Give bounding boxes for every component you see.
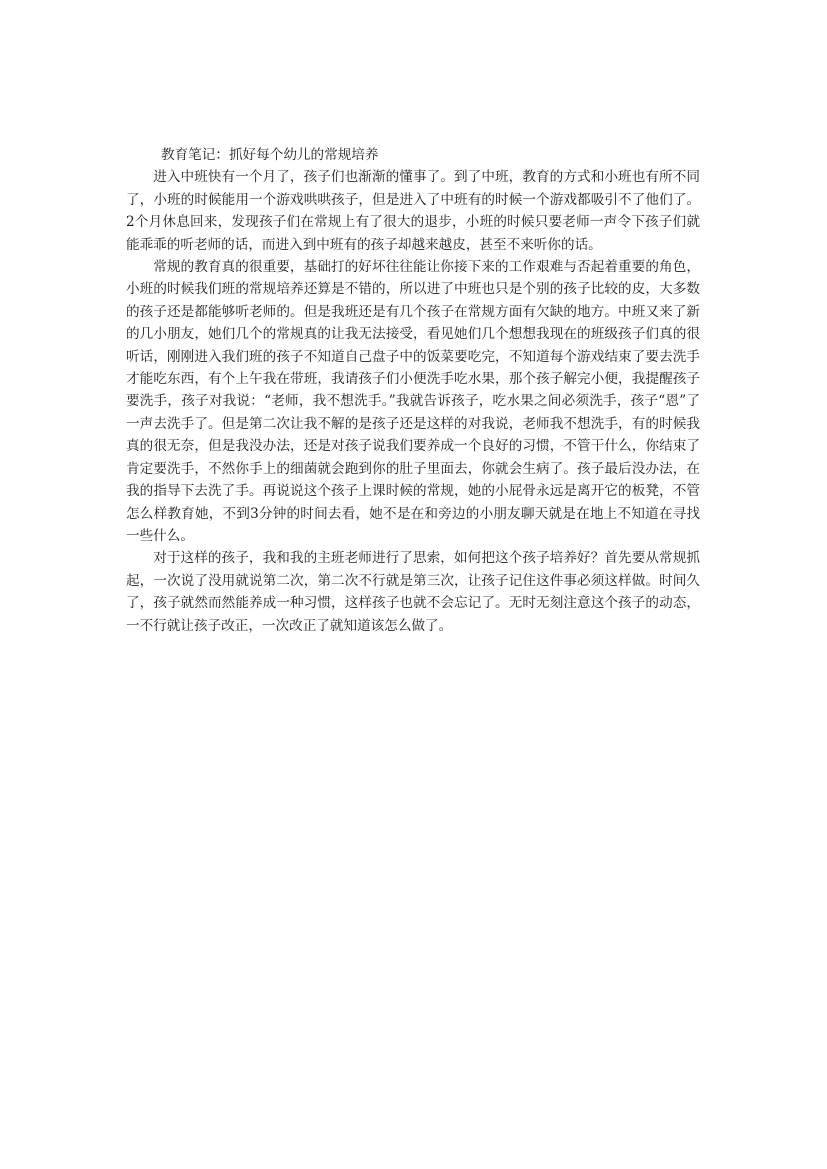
document-body — [126, 144, 700, 637]
paragraph-1: 进入中班快有一个月了，孩子们也渐渐的懂事了。到了中班，教育的方式和小班也有所不同了，小班的时候能用一个游戏哄哄孩子，但是进入了中班有的时候一个游戏都吸引不了他们了。2个月休息回来，发现孩子们在常规上有了很大的退步，小班的时候只要老师一声令下孩子们就能乖乖的听老师的话，而进入到中班有的孩子却越来越皮，甚至不来听你的话。 — [126, 169, 700, 253]
paragraph-3: 对于这样的孩子，我和我的主班老师进行了思索，如何把这个孩子培养好？首先要从常规抓起，一次说了没用就说第二次，第二次不行就是第三次，让孩子记住这件事必须这样做。时间久了，孩子就然而然能养成一种习惯，这样孩子也就不会忘记了。无时无刻注意这个孩子的动态，一不行就让孩子改正，一次改正了就知道该怎么做了。 — [126, 550, 700, 634]
paragraph-2: 常规的教育真的很重要，基础打的好坏往往能让你接下来的工作艰难与否起着重要的角色，小班的时候我们班的常规培养还算是不错的，所以进了中班也只是个别的孩子比较的皮，大多数的孩子还是都能够听老师的。但是我班还是有几个孩子在常规方面有欠缺的地方。中班又来了新的几小朋友，她们几个的常规真的让我无法接受，看见她们几个想想我现在的班级孩子们真的很听话，刚刚进入我们班的孩子不知道自己盘子中的饭菜要吃完，不知道每个游戏结束了要去洗手才能吃东西，有个上午我在带班，我请孩子们小便洗手吃水果，那个孩子解完小便，我提醒孩子要洗手，孩子对我说：“老师，我不想洗手。”我就告诉孩子，吃水果之间必须洗手，孩子“恩”了一声去洗手了。但是第二次让我不解的是孩子还是这样的对我说，老师我不想洗手，有的时候我真的很无奈，但是我没办法，还是对孩子说我们要养成一个良好的习惯，不管干什么，你结束了肯定要洗手，不然你手上的细菌就会跑到你的肚子里面去，你就会生病了。孩子最后没办法，在我的指导下去洗了手。再说说这个孩子上课时候的常规，她的小屁骨永远是离开它的板凳，不管怎么样教育她，不到3分钟的时间去看，她不是在和旁边的小朋友聊天就是在地上不知道在寻找一些什么。 — [126, 259, 700, 544]
document-title: 教育笔记：抓好每个幼儿的常规培养 — [161, 147, 379, 163]
